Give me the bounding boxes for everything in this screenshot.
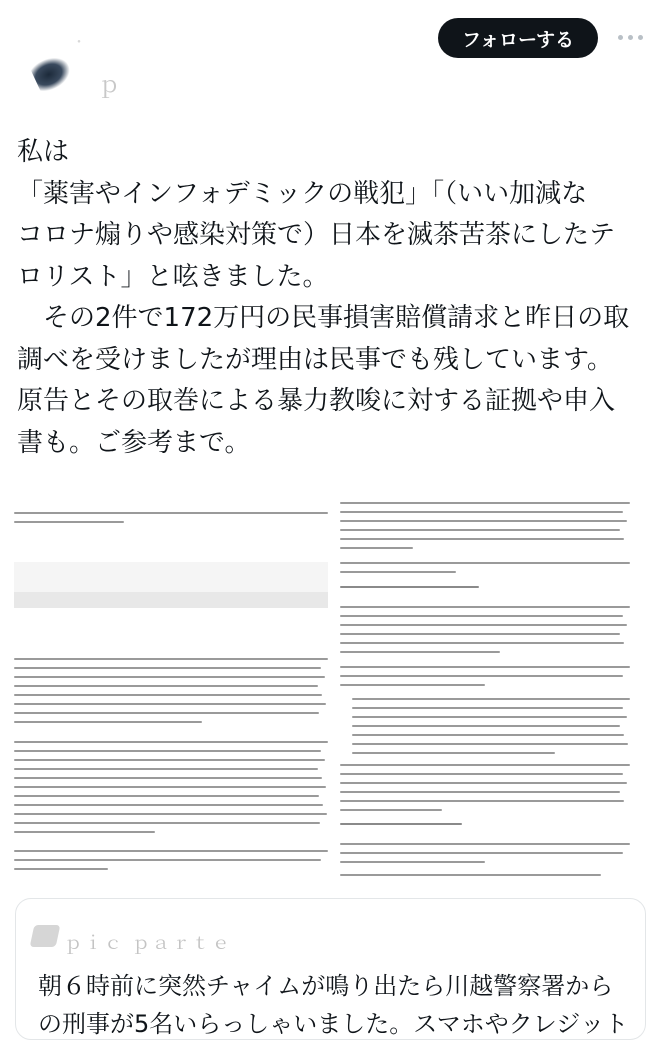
- document-text-line: [340, 852, 623, 854]
- document-text-line: [14, 795, 319, 797]
- post-line: 調べを受けましたが理由は民事でも残しています。: [17, 344, 613, 375]
- document-text-line: [340, 624, 627, 626]
- document-text-line: [340, 666, 630, 668]
- document-text-line: [340, 773, 623, 775]
- document-text-line: [340, 571, 456, 573]
- post-header: [0, 0, 659, 120]
- document-text-line: [14, 521, 124, 523]
- document-shadow-band: [14, 562, 328, 592]
- document-text-line: [14, 685, 318, 687]
- document-text-line: [352, 743, 628, 745]
- document-text-line: [340, 547, 413, 549]
- post-text: [17, 132, 647, 464]
- document-text-line: [340, 809, 442, 811]
- document-text-line: [340, 823, 462, 825]
- document-text-line: [14, 694, 322, 696]
- document-text-line: [340, 511, 623, 513]
- document-text-line: [352, 716, 627, 718]
- document-text-line: [340, 520, 627, 522]
- document-text-line: [14, 658, 328, 660]
- document-text-line: [14, 712, 319, 714]
- document-text-line: [14, 822, 320, 824]
- post-line: その2件で172万円の民事損害賠償請求と昨日の取: [17, 303, 630, 333]
- document-text-line: [340, 861, 485, 863]
- document-text-line: [14, 777, 322, 779]
- post-line: 原告とその取巻による暴力教唆に対する証拠や申入: [17, 386, 616, 416]
- document-text-line: [352, 707, 623, 709]
- document-text-line: [14, 512, 328, 514]
- document-text-line: [340, 675, 623, 677]
- document-text-line: [340, 651, 500, 653]
- post-line: ロリスト」と呟きました。: [17, 261, 329, 292]
- document-text-line: [14, 676, 325, 678]
- document-text-line: [340, 586, 479, 588]
- document-text-line: [14, 741, 328, 743]
- document-text-line: [14, 868, 108, 870]
- dot-mark: ・: [72, 35, 86, 51]
- document-text-line: [340, 529, 620, 531]
- document-text-line: [14, 759, 325, 761]
- document-divider-band: [14, 592, 328, 608]
- document-text-line: [340, 606, 630, 608]
- document-text-line: [14, 721, 202, 723]
- more-horizontal-icon[interactable]: [612, 27, 648, 47]
- document-text-line: [352, 752, 555, 754]
- quoted-post-text: [38, 967, 638, 1040]
- document-text-line: [14, 804, 323, 806]
- document-text-line: [340, 843, 630, 845]
- document-text-line: [14, 850, 328, 852]
- author-name[interactable]: ｐ: [98, 73, 123, 98]
- document-page-left: [14, 498, 328, 878]
- document-text-line: [14, 813, 327, 815]
- document-text-line: [14, 667, 321, 669]
- quoted-line: 朝６時前に突然チャイムが鳴り出たら川越警察署から: [38, 972, 614, 1000]
- quoted-post-card[interactable]: [15, 898, 646, 1040]
- document-text-line: [352, 734, 624, 736]
- post-line: コロナ煽りや感染対策で）日本を滅茶苦茶にしたテ: [17, 220, 616, 250]
- attached-document-image[interactable]: [0, 488, 659, 893]
- post-line: 書も。ご参考まで。: [17, 427, 251, 458]
- author-area[interactable]: [14, 18, 174, 98]
- document-text-line: [340, 633, 620, 635]
- document-text-line: [340, 800, 624, 802]
- document-text-line: [14, 859, 321, 861]
- post-line: 「薬害やインフォデミックの戦犯」「（いい加減な: [17, 178, 588, 209]
- document-text-line: [14, 768, 318, 770]
- post-line: 私は: [17, 137, 70, 167]
- document-text-line: [340, 538, 624, 540]
- document-text-line: [352, 698, 630, 700]
- quoted-author-name[interactable]: ｐｉｃ ｐａｒｔｅ: [64, 933, 232, 954]
- document-text-line: [14, 750, 321, 752]
- document-text-line: [340, 562, 630, 564]
- document-text-line: [340, 874, 601, 876]
- follow-button[interactable]: フォローする: [438, 18, 598, 58]
- avatar[interactable]: [29, 52, 74, 94]
- document-text-line: [352, 725, 620, 727]
- document-text-line: [14, 703, 326, 705]
- document-text-line: [340, 642, 624, 644]
- document-text-line: [340, 782, 627, 784]
- document-text-line: [340, 684, 485, 686]
- quoted-line: の刑事が5名いらっしゃいました。スマホやクレジット: [38, 1010, 629, 1038]
- document-text-line: [14, 786, 326, 788]
- quoted-avatar[interactable]: [30, 925, 61, 947]
- document-text-line: [14, 831, 155, 833]
- document-text-line: [340, 615, 623, 617]
- document-page-right: [340, 498, 645, 878]
- document-text-line: [340, 791, 620, 793]
- document-text-line: [340, 764, 630, 766]
- document-text-line: [340, 502, 630, 504]
